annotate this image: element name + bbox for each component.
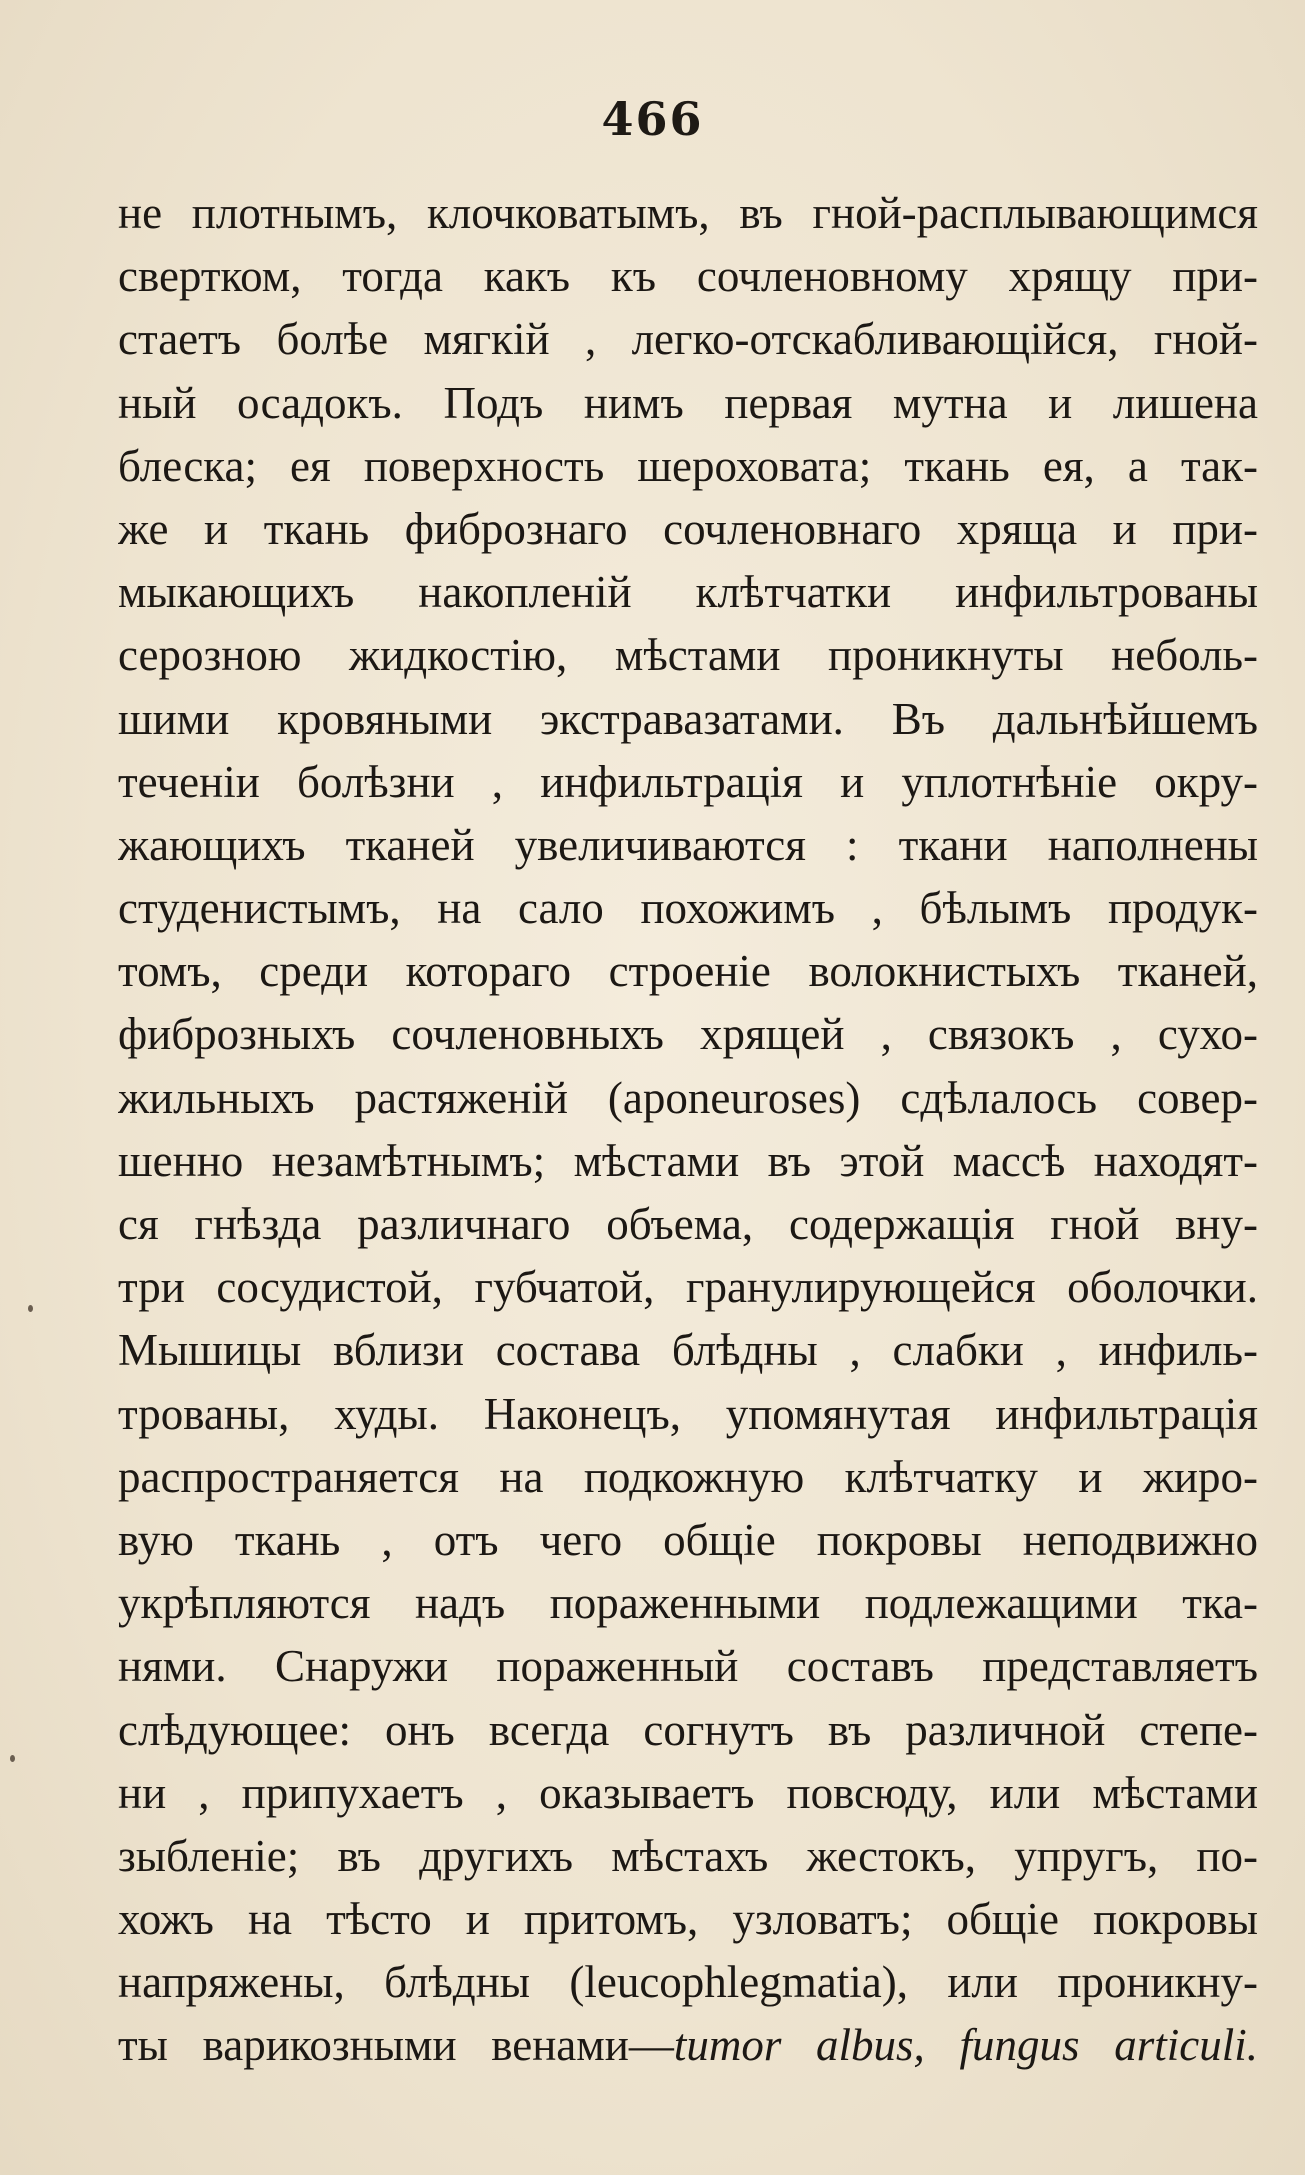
margin-speck	[28, 1305, 33, 1312]
text-line: свертком, тогда какъ къ сочленовному хрящу при-	[118, 251, 1258, 302]
text-line: жильныхъ растяженій (aponeuroses) сдѣлалось совер-	[118, 1072, 1258, 1123]
text-line: распространяется на подкожную клѣтчатку и жиро-	[118, 1451, 1258, 1502]
text-line: студенистымъ, на сало похожимъ , бѣлымъ продук-	[118, 883, 1258, 934]
text-line: Мышицы вблизи состава блѣдны , слабки , инфиль-	[118, 1325, 1258, 1376]
text-line: не плотнымъ, клочковатымъ, въ гной-расплывающимся	[118, 188, 1258, 238]
text-line: блеска; ея поверхность шероховата; ткань ея, а так-	[118, 440, 1258, 491]
text-line: серозною жидкостію, мѣстами проникнуты неболь-	[118, 630, 1258, 681]
text-line: стаетъ болѣе мягкій , легко-отскабливающійся, гной-	[118, 314, 1258, 365]
text-line: мыкающихъ накопленій клѣтчатки инфильтрованы	[118, 567, 1258, 618]
text-line: жающихъ тканей увеличиваются : ткани наполнены	[118, 819, 1258, 870]
text-line: ный осадокъ. Подъ нимъ первая мутна и лишена	[118, 377, 1258, 428]
text-line: ся гнѣзда различнаго объема, содержащія гной вну-	[118, 1199, 1258, 1249]
text-line: три сосудистой, губчатой, гранулирующейся оболочки.	[118, 1262, 1258, 1313]
text-line: шими кровяными экстравазатами. Въ дальнѣйшемъ	[118, 693, 1258, 744]
text-line: укрѣпляются надъ пораженными подлежащими тка-	[118, 1578, 1258, 1629]
text-line: слѣдующее: онъ всегда согнутъ въ различной степе-	[118, 1704, 1258, 1755]
text-line: фиброзныхъ сочленовныхъ хрящей , связокъ , сухо-	[118, 1009, 1258, 1060]
latin-term: tumor albus, fungus articuli.	[673, 2020, 1258, 2071]
text-line: напряжены, блѣдны (leucophlegmatia), или проникну-	[118, 1957, 1258, 2008]
text-line: шенно незамѣтнымъ; мѣстами въ этой массѣ находят-	[118, 1135, 1258, 1186]
text-line: теченіи болѣзни , инфильтрація и уплотнѣніе окру-	[118, 756, 1258, 807]
margin-speck	[10, 1755, 15, 1762]
text-line: томъ, среди котораго строеніе волокнистыхъ тканей,	[118, 946, 1258, 997]
text-line: же и ткань фибрознаго сочленовнаго хряща и при-	[118, 503, 1258, 554]
text-line-last	[118, 2014, 1258, 2077]
text-line: зыбленіе; въ другихъ мѣстахъ жестокъ, упругъ, по-	[118, 1830, 1258, 1881]
text-line: трованы, худы. Наконецъ, упомянутая инфильтрація	[118, 1388, 1258, 1439]
text-line: ни , припухаетъ , оказываетъ повсюду, или мѣстами	[118, 1767, 1258, 1818]
last-line-text: ты варикозными венами—	[118, 2020, 674, 2071]
text-line: хожъ на тѣсто и притомъ, узловатъ; общіе покровы	[118, 1894, 1258, 1945]
body-text	[118, 182, 1258, 2078]
text-line: нями. Снаружи пораженный составъ представляетъ	[118, 1641, 1258, 1692]
text-line: вую ткань , отъ чего общіе покровы неподвижно	[118, 1514, 1258, 1565]
page-number: 466	[601, 92, 704, 146]
